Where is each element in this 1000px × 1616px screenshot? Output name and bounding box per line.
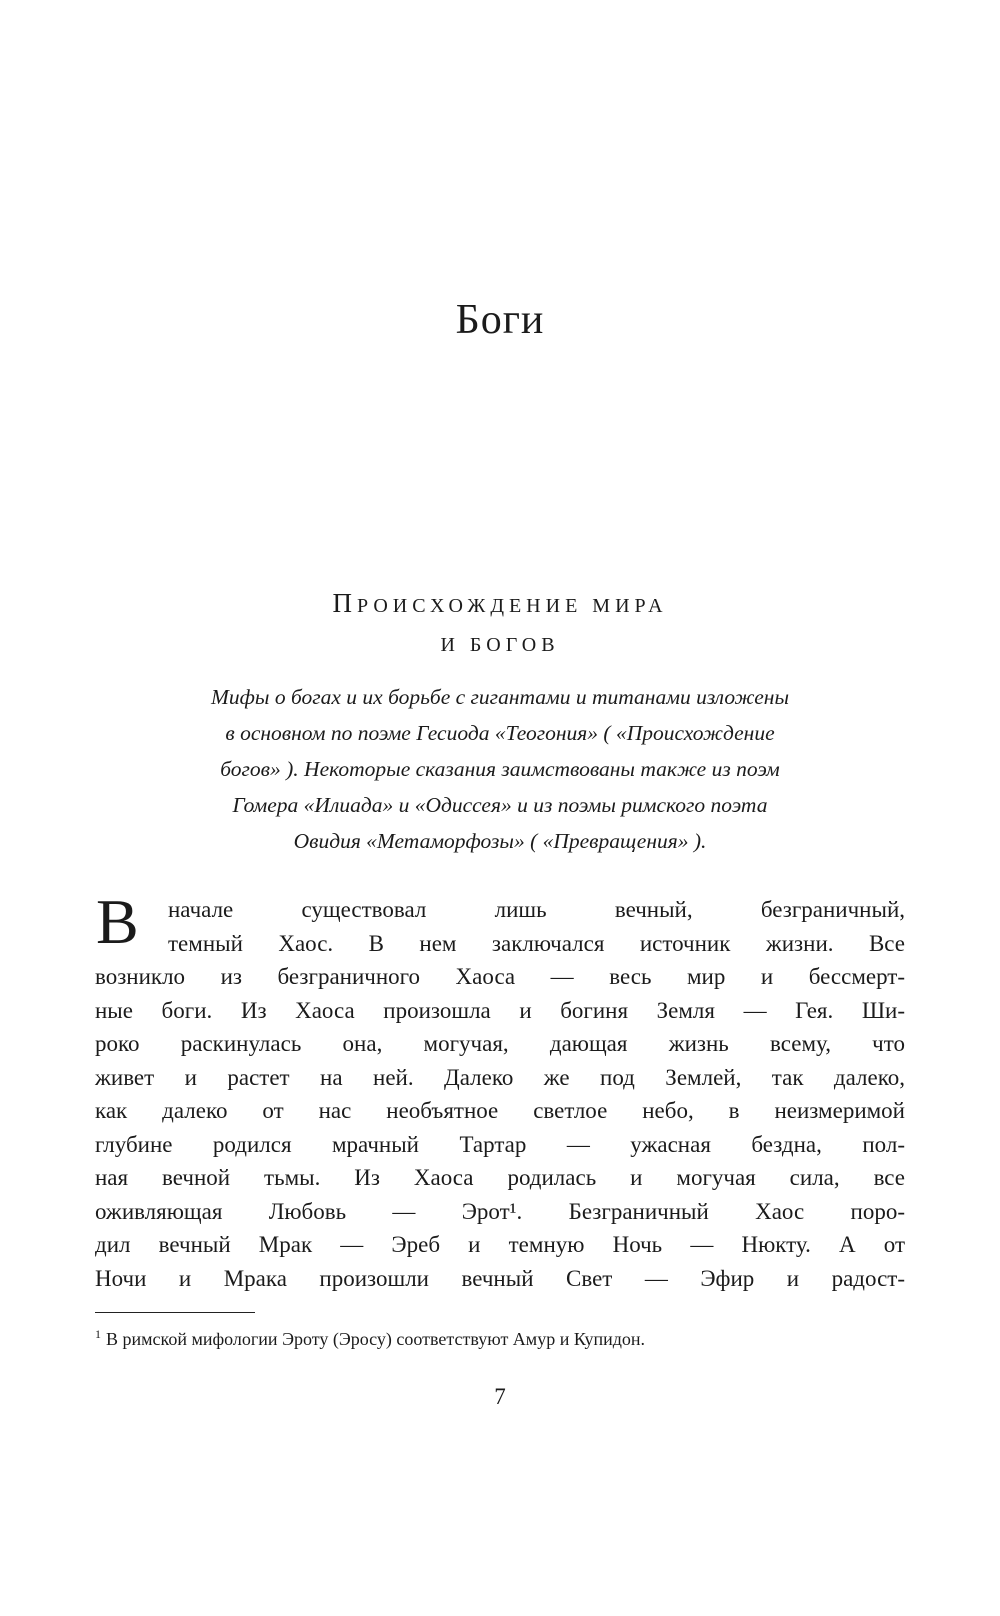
drop-cap: В bbox=[96, 886, 139, 958]
intro-line: Мифы о богах и их борьбе с гигантами и титанами изложены bbox=[210, 685, 790, 710]
body-line: глубине родился мрачный Тартар — ужасная бездна, пол- bbox=[95, 1131, 905, 1157]
body-line: живет и растет на ней. Далеко же под Землей, так далеко, bbox=[95, 1064, 905, 1090]
body-line: дил вечный Мрак — Эреб и темную Ночь — Нюкту. А от bbox=[95, 1232, 905, 1258]
intro-line: Гомера «Илиада» и «Одиссея» и из поэмы римского поэта bbox=[232, 793, 768, 818]
intro-line: в основном по поэме Гесиода «Теогония» ( «Происхождение bbox=[225, 721, 775, 746]
body-line: оживляющая Любовь — Эрот¹. Безграничный Хаос поро- bbox=[95, 1198, 905, 1224]
intro-line: богов» ). Некоторые сказания заимствованы также из поэм bbox=[220, 757, 780, 782]
body-line: роко раскинулась она, могучая, дающая жизнь всему, что bbox=[95, 1031, 905, 1057]
body-line: темный Хаос. В нем заключался источник жизни. Все bbox=[168, 930, 905, 956]
body-line: Ночи и Мрака произошли вечный Свет — Эфир и радост- bbox=[95, 1265, 905, 1291]
intro-note bbox=[95, 679, 905, 859]
footnote-marker: 1 bbox=[95, 1327, 101, 1342]
section-heading-line-1: ПРОИСХОЖДЕНИЕ МИРА bbox=[332, 588, 668, 619]
footnote-text: В римской мифологии Эроту (Эросу) соответствуют Амур и Купидон. bbox=[106, 1329, 646, 1350]
body-line: ная вечной тьмы. Из Хаоса родилась и могучая сила, все bbox=[95, 1165, 905, 1191]
footnote-divider bbox=[95, 1312, 255, 1313]
body-line: возникло из безграничного Хаоса — весь мир и бессмерт- bbox=[95, 964, 905, 990]
section-heading bbox=[95, 584, 905, 665]
body-line: как далеко от нас необъятное светлое небо, в неизмеримой bbox=[95, 1098, 905, 1124]
body-line: начале существовал лишь вечный, безграничный, bbox=[168, 897, 905, 923]
body-line: ные боги. Из Хаоса произошла и богиня Земля — Гея. Ши- bbox=[95, 997, 905, 1023]
section-heading-line-2: И БОГОВ bbox=[440, 634, 560, 657]
page-number: 7 bbox=[494, 1384, 506, 1410]
chapter-title: Боги bbox=[455, 297, 545, 343]
footnote bbox=[95, 1322, 905, 1352]
body-paragraph bbox=[95, 886, 905, 1295]
intro-line: Овидия «Метаморфозы» ( «Превращения» ). bbox=[293, 829, 707, 854]
